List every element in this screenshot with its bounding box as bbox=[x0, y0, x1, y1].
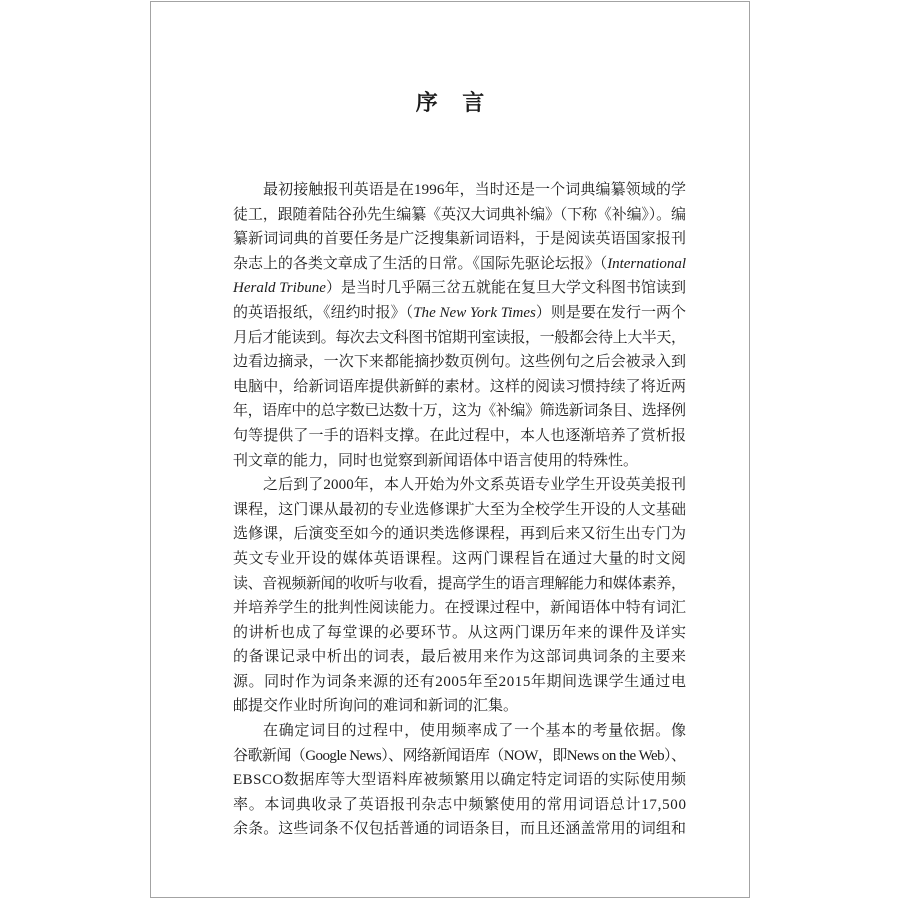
line-text: 刊文章的能力，同时也觉察到新闻语体中语言使用的特殊性。 bbox=[233, 452, 639, 469]
line-text bbox=[233, 256, 686, 272]
line-text: 电脑中，给新词语库提供新鲜的素材。这样的阅读习惯持续了将近两 bbox=[233, 378, 687, 395]
text-segment: ）是当时几乎隔三岔五就能在复旦大学文科图书馆读到 bbox=[325, 280, 686, 297]
paragraph bbox=[233, 719, 686, 842]
text-line bbox=[233, 621, 686, 646]
line-text: 年，语库中的总字数已达数十万，这为《补编》筛选新词条目、选择例 bbox=[233, 403, 686, 420]
text-segment: ）则是要在发行一两个 bbox=[535, 304, 687, 321]
publication-title: The New York Times bbox=[413, 304, 536, 321]
line-text: 选修课，后演变至如今的通识类选修课程，再到后来又衍生出专门为 bbox=[233, 526, 687, 543]
line-text: 之后到了2000年，本人开始为外文系英语专业学生开设英美报刊 bbox=[263, 477, 687, 494]
text-line bbox=[233, 572, 686, 597]
page-title: 序 言 bbox=[415, 90, 485, 115]
text-line bbox=[233, 424, 686, 449]
text-line bbox=[233, 596, 686, 621]
text-line bbox=[233, 694, 686, 719]
text-line bbox=[233, 768, 686, 793]
text-line bbox=[263, 473, 686, 498]
text-segment: 的英语报纸，《纽约时报》（ bbox=[233, 304, 414, 321]
text-line bbox=[233, 326, 686, 351]
line-text: 月后才能读到。每次去文科图书馆期刊室读报，一般都会待上大半天， bbox=[233, 329, 686, 346]
text-line bbox=[233, 645, 686, 670]
text-line bbox=[233, 252, 686, 277]
line-text: 源。同时作为词条来源的还有2005年至2015年期间选课学生通过电 bbox=[233, 673, 687, 690]
text-line bbox=[233, 350, 686, 375]
line-text: 谷歌新闻（Google News）、网络新闻语库（NOW，即News on the Web）、 bbox=[233, 747, 686, 764]
text-line bbox=[233, 301, 686, 326]
publication-title: International bbox=[607, 255, 686, 272]
text-line bbox=[233, 744, 686, 769]
paragraph bbox=[233, 178, 686, 473]
line-text: 率。本词典收录了英语报刊杂志中频繁使用的常用词语总计17,500 bbox=[233, 796, 687, 813]
line-text: 读、音视频新闻的收听与收看，提高学生的语言理解能力和媒体素养， bbox=[233, 575, 686, 592]
text-line bbox=[233, 498, 686, 523]
line-text: 在确定词目的过程中，使用频率成了一个基本的考量依据。像 bbox=[263, 723, 687, 740]
line-text: 邮提交作业时所询问的难词和新词的汇集。 bbox=[233, 698, 519, 715]
body-text bbox=[233, 178, 686, 842]
line-text: 边看边摘录，一次下来都能摘抄数页例句。这些例句之后会被录入到 bbox=[233, 354, 687, 371]
line-text: 的备课记录中析出的词表，最后被用来作为这部词典词条的主要来 bbox=[233, 649, 687, 666]
text-line bbox=[233, 522, 686, 547]
text-line bbox=[233, 227, 686, 252]
text-line bbox=[233, 399, 686, 424]
line-text: 最初接触报刊英语是在1996年，当时还是一个词典编纂领域的学 bbox=[263, 182, 687, 198]
text-line bbox=[233, 449, 686, 474]
line-text: 英文专业开设的媒体英语课程。这两门课程旨在通过大量的时文阅 bbox=[233, 550, 687, 567]
line-text: 余条。这些词条不仅包括普通的词语条目，而且还涵盖常用的词组和 bbox=[233, 821, 687, 838]
text-line bbox=[263, 719, 686, 744]
line-text: 的讲析也成了每堂课的必要环节。从这两门课历年来的课件及详实 bbox=[233, 624, 687, 641]
line-text: 句等提供了一手的语料支撑。在此过程中，本人也逐渐培养了赏析报 bbox=[233, 427, 687, 444]
text-line bbox=[233, 817, 686, 842]
text-line bbox=[233, 276, 686, 301]
line-text bbox=[233, 305, 686, 321]
text-line bbox=[263, 178, 686, 203]
line-text: EBSCO数据库等大型语料库被频繁用以确定特定词语的实际使用频 bbox=[233, 772, 687, 789]
publication-title: Herald Tribune bbox=[233, 280, 326, 297]
paragraph bbox=[233, 473, 686, 719]
text-line bbox=[233, 203, 686, 228]
line-text: 课程，这门课从最初的专业选修课扩大至为全校学生开设的人文基础 bbox=[233, 501, 687, 518]
text-line bbox=[233, 375, 686, 400]
text-line bbox=[233, 670, 686, 695]
line-text: 并培养学生的批判性阅读能力。在授课过程中，新闻语体中特有词汇 bbox=[233, 600, 687, 617]
line-text: 纂新词词典的首要任务是广泛搜集新词语料，于是阅读英语国家报刊 bbox=[233, 231, 687, 248]
text-line bbox=[233, 547, 686, 572]
text-line bbox=[233, 793, 686, 818]
text-segment: 杂志上的各类文章成了生活的日常。《国际先驱论坛报》（ bbox=[233, 255, 608, 272]
line-text bbox=[233, 280, 686, 296]
line-text: 徒工，跟随着陆谷孙先生编纂《英汉大词典补编》（下称《补编》）。编 bbox=[233, 206, 686, 223]
